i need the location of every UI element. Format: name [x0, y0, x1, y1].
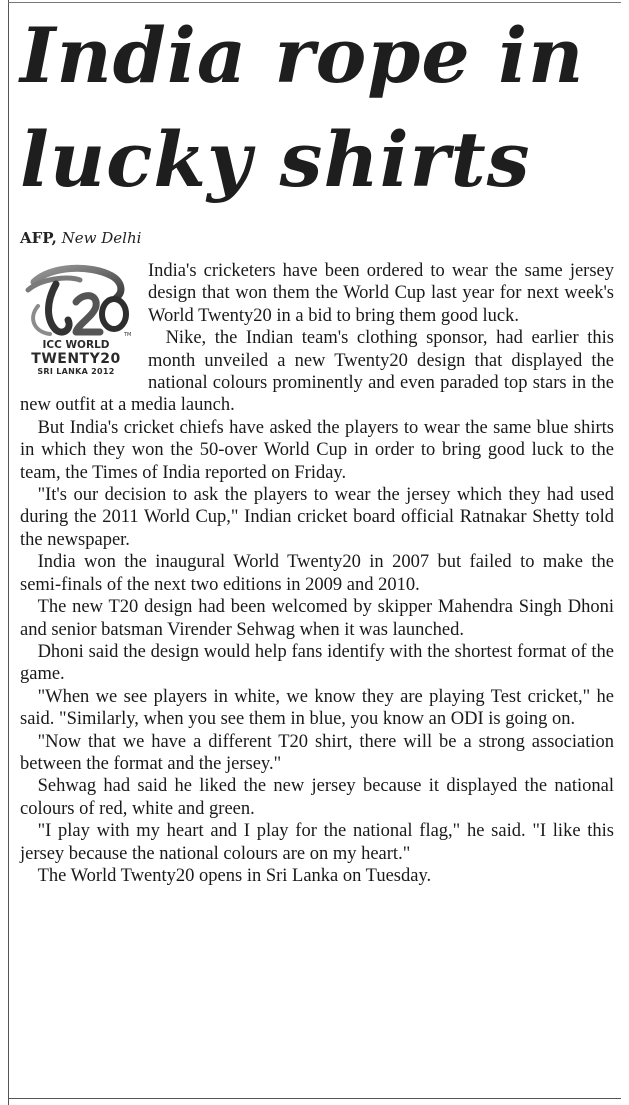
paragraph-8: "When we see players in white, we know they are playing Test cricket," he said. "Similarly, when you see them in blue, you know an ODI is going on.	[20, 686, 614, 730]
paragraph-2: Nike, the Indian team's clothing sponsor, had earlier this month unveiled a new Twenty20 design that displayed the national colours prominently and even paraded top stars in the new outfit at a media launch.	[20, 328, 614, 416]
paragraph-4: "It's our decision to ask the players to wear the jersey which they had used during the 2011 World Cup," Indian cricket board official Ratnakar Shetty told the newspaper.	[20, 485, 614, 550]
byline-place: New Delhi	[61, 229, 142, 247]
paragraph-12: The World Twenty20 opens in Sri Lanka on Tuesday.	[37, 865, 432, 886]
paragraph-5: India won the inaugural World Twenty20 in 2007 but failed to make the semi-finals of the next two editions in 2009 and 2010.	[20, 552, 614, 595]
paragraph-3: But India's cricket chiefs have asked the players to wear the same blue shirts in which they won the 50-over World Cup in order to bring good luck to the team, the Times of India reported on Friday.	[20, 417, 614, 483]
paragraph-11: "I play with my heart and I play for the national flag," he said. "I like this jersey because the national colours are on my heart."	[20, 821, 614, 864]
article	[20, 4, 614, 887]
paragraph-6: The new T20 design had been welcomed by skipper Mahendra Singh Dhoni and senior batsman Virender Sehwag when it was launched.	[20, 597, 614, 640]
article-body	[20, 260, 614, 887]
byline-agency: AFP,	[20, 229, 57, 247]
logo-line-2: TWENTY20	[31, 350, 121, 367]
logo-line-3: SRI LANKA 2012	[37, 366, 115, 376]
logo-caption	[20, 340, 132, 376]
top-rule	[8, 2, 621, 3]
svg-text:TM: TM	[124, 332, 132, 338]
byline	[20, 228, 614, 248]
t20-logo	[20, 262, 132, 378]
paragraph-7: Dhoni said the design would help fans identify with the shortest format of the game.	[20, 641, 614, 685]
t20-logo-icon	[20, 262, 132, 340]
paragraph-9: "Now that we have a different T20 shirt, there will be a strong association between the format and the jersey."	[20, 731, 614, 774]
logo-line-1: ICC WORLD	[42, 339, 110, 351]
headline: India rope in lucky shirts	[20, 11, 585, 204]
paragraph-10: Sehwag had said he liked the new jersey because it displayed the national colours of red, white and green.	[20, 776, 614, 819]
bottom-rule	[8, 1098, 621, 1099]
paragraph-1: India's cricketers have been ordered to wear the same jersey design that won them the World Cup last year for next week's World Twenty20 in a bid to bring them good luck.	[148, 261, 614, 326]
column-rule-left	[8, 0, 9, 1105]
